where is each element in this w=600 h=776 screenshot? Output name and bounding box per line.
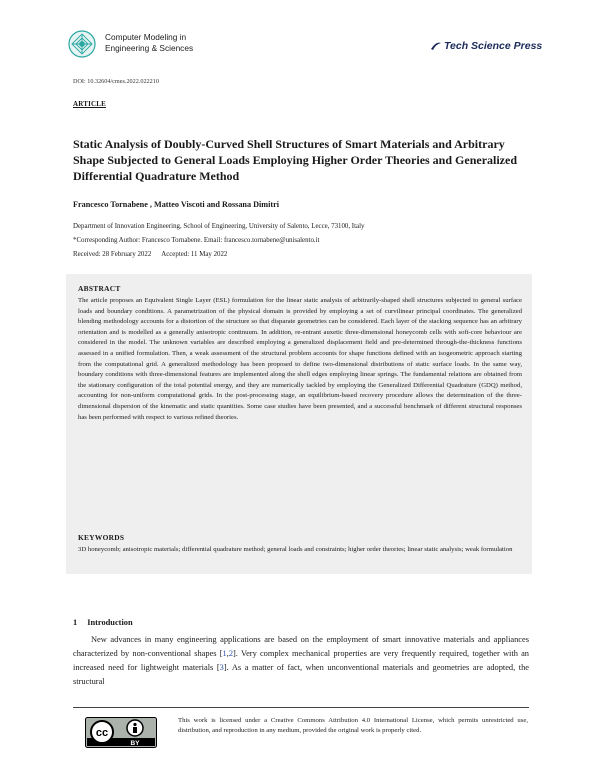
journal-name-line2: Engineering & Sciences <box>105 43 194 53</box>
intro-text-part1: New advances in many engineering applications are based on the employment of smart innovative materials and appliances characterized by non-conventional shapes [ <box>73 635 529 658</box>
affiliation: Department of Innovation Engineering, School of Engineering, University of Salento, Lecce, 73100, Italy <box>73 223 365 230</box>
license-text: This work is licensed under a Creative Commons Attribution 4.0 International License, which permits unrestricted use, distribution, and reproduction in any medium, provided the original work is properly cited. <box>178 717 528 734</box>
footer-divider <box>73 707 529 708</box>
section-heading-introduction <box>73 618 133 627</box>
citation-link-2[interactable]: 2 <box>228 648 234 658</box>
keywords-heading: KEYWORDS <box>78 533 125 542</box>
journal-logo-icon <box>68 30 96 58</box>
abstract-heading: ABSTRACT <box>78 284 121 293</box>
keywords-text: 3D honeycomb; anisotropic materials; differential quadrature method; general loads and constraints; higher order theories; linear static analysis; weak formulation <box>78 546 513 553</box>
authors: Francesco Tornabene , Matteo Viscoti and Rossana Dimitri <box>73 200 280 209</box>
intro-text-part2: ]. Very complex mechanical properties are very frequently required, together with an increased need for lightweight materials [ <box>73 648 529 672</box>
paper-title: Static Analysis of Doubly-Curved Shell Structures of Smart Materials and Arbitrary Shape Subjected to General Loads Employing Higher Order Theories and Generalized Differential Quadrature Method <box>73 137 518 183</box>
cc-label: cc <box>95 727 109 739</box>
journal-name-line1: Computer Modeling in <box>105 32 187 42</box>
section-number: 1 <box>73 618 78 627</box>
doi[interactable]: DOI: 10.32604/cmes.2022.022210 <box>73 78 159 85</box>
introduction-paragraph <box>73 633 529 689</box>
corresponding-author: *Corresponding Author: Francesco Tornabene. Email: francesco.tornabene@unisalento.it <box>73 237 320 244</box>
publisher-logo <box>430 40 542 52</box>
by-label: BY <box>130 740 140 747</box>
journal-name <box>105 32 193 54</box>
cc-by-license-icon[interactable] <box>85 717 157 748</box>
article-type: ARTICLE <box>73 100 107 108</box>
citation-separator: , <box>226 648 229 658</box>
section-title: Introduction <box>87 618 133 627</box>
citation-link-3[interactable]: 3 <box>219 662 224 672</box>
received-accepted-dates: Received: 28 February 2022 Accepted: 11 May 2022 <box>73 251 228 258</box>
publisher-name: Tech Science Press <box>444 40 543 52</box>
citation-link-1[interactable]: 1 <box>222 648 227 658</box>
abstract-text: The article proposes an Equivalent Single Layer (ESL) formulation for the linear static analysis of arbitrarily-shaped shell structures subjected to general surface loads and boundary conditions. A parametrization of the physical domain is provided by employing a set of curvilinear principal coordinates. The generalized blending methodology accounts for a distortion of the structure so that disparate geometries can be considered. Each layer of the stacking sequence has an arbitrary orientation and is modelled as a generally anisotropic continuum. In addition, re-entrant auxetic three-dimensional honeycomb cells with soft-core behaviour are considered in the model. The unknown variables are described employing a generalized displacement field and pre-determined through-the-thickness functions assessed in a unified formulation. Then, a weak assessment of the structural problem accounts for shape functions defined with an isogeometric approach starting from the computational grid. A generalized methodology has been proposed to define two-dimensional distributions of static surface loads. In the same way, boundary conditions with three-dimensional features are implemented along the shell edges employing linear springs. The fundamental relations are obtained from the stationary configuration of the total potential energy, and they are numerically tackled by employing the Generalized Differential Quadrature (GDQ) method, accounting for non-uniform computational grids. In the post-processing stage, an equilibrium-based recovery procedure allows the determination of the three-dimensional dispersion of the kinematic and static quantities. Some case studies have been presented, and a successful benchmark of different structural responses has been performed with respect to various refined theories. <box>78 297 522 421</box>
intro-text-part3: ]. As a matter of fact, when unconventional materials and geometries are adopted, the structural <box>73 662 529 686</box>
publisher-swoosh-icon <box>430 40 442 52</box>
